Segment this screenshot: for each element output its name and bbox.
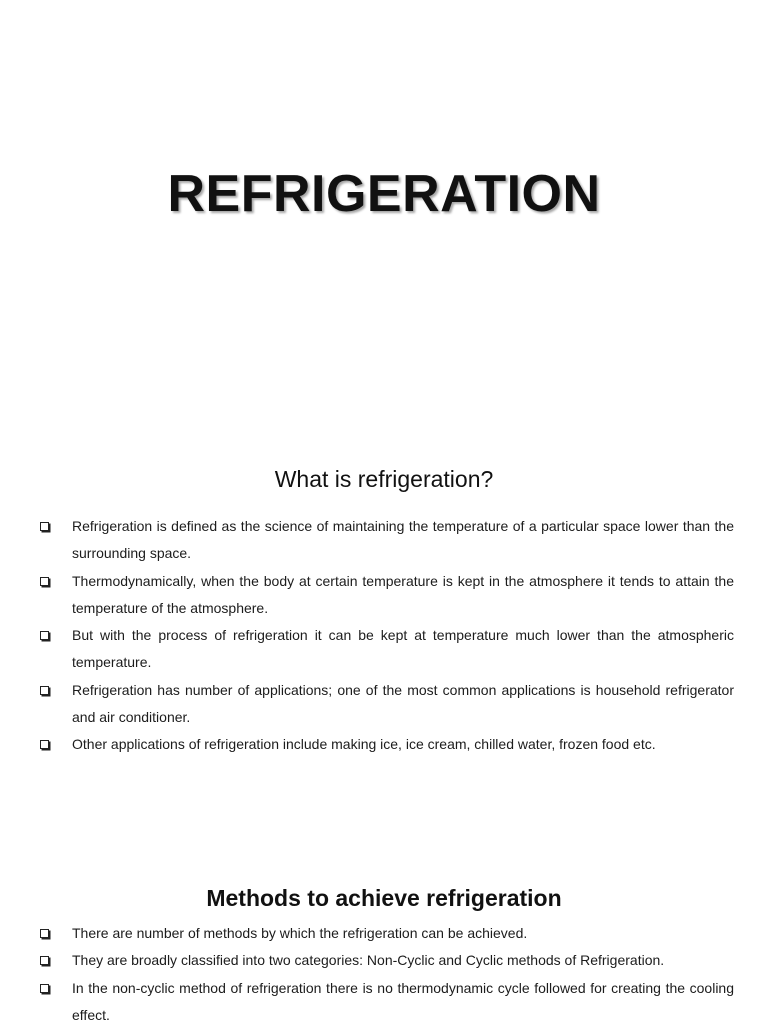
list-item-text: Refrigeration has number of applications; one of the most common applications is household refrigerator and air conditioner.	[72, 681, 734, 726]
list-item-text: There are number of methods by which the refrigeration can be achieved.	[72, 925, 528, 941]
square-bullet-icon	[40, 577, 49, 586]
list-item	[38, 947, 734, 974]
list-item-text: But with the process of refrigeration it can be kept at temperature much lower than the atmospheric temperature.	[72, 627, 734, 671]
section-heading-methods: Methods to achieve refrigeration	[206, 885, 562, 911]
list-item-text: Other applications of refrigeration include making ice, ice cream, chilled water, frozen food etc.	[72, 736, 656, 753]
list-item-text: In the non-cyclic method of refrigeration there is no thermodynamic cycle followed for creating the cooling effect.	[72, 979, 734, 1023]
square-bullet-icon	[40, 929, 49, 938]
list-item	[38, 622, 734, 677]
bullet-list-methods	[38, 920, 734, 1029]
list-item	[38, 920, 734, 947]
list-item-text: They are broadly classified into two categories: Non-Cyclic and Cyclic methods of Refrigeration.	[72, 952, 665, 969]
list-item	[38, 513, 734, 568]
square-bullet-icon	[40, 984, 49, 993]
list-item	[38, 731, 734, 758]
section-heading-what-is-refrigeration: What is refrigeration?	[274, 466, 494, 492]
square-bullet-icon	[40, 956, 49, 965]
list-item-text: Thermodynamically, when the body at certain temperature is kept in the atmosphere it tends to attain the temperature of the atmosphere.	[72, 572, 734, 616]
list-item-text: Refrigeration is defined as the science of maintaining the temperature of a particular space lower than the surrounding space.	[72, 518, 734, 562]
square-bullet-icon	[40, 686, 49, 695]
square-bullet-icon	[40, 740, 49, 749]
square-bullet-icon	[40, 631, 49, 640]
page-title: REFRIGERATION	[167, 165, 601, 223]
list-item	[38, 677, 734, 732]
list-item	[38, 568, 734, 623]
list-item	[38, 975, 734, 1029]
square-bullet-icon	[40, 522, 49, 531]
bullet-list-what-is-refrigeration	[38, 513, 734, 759]
